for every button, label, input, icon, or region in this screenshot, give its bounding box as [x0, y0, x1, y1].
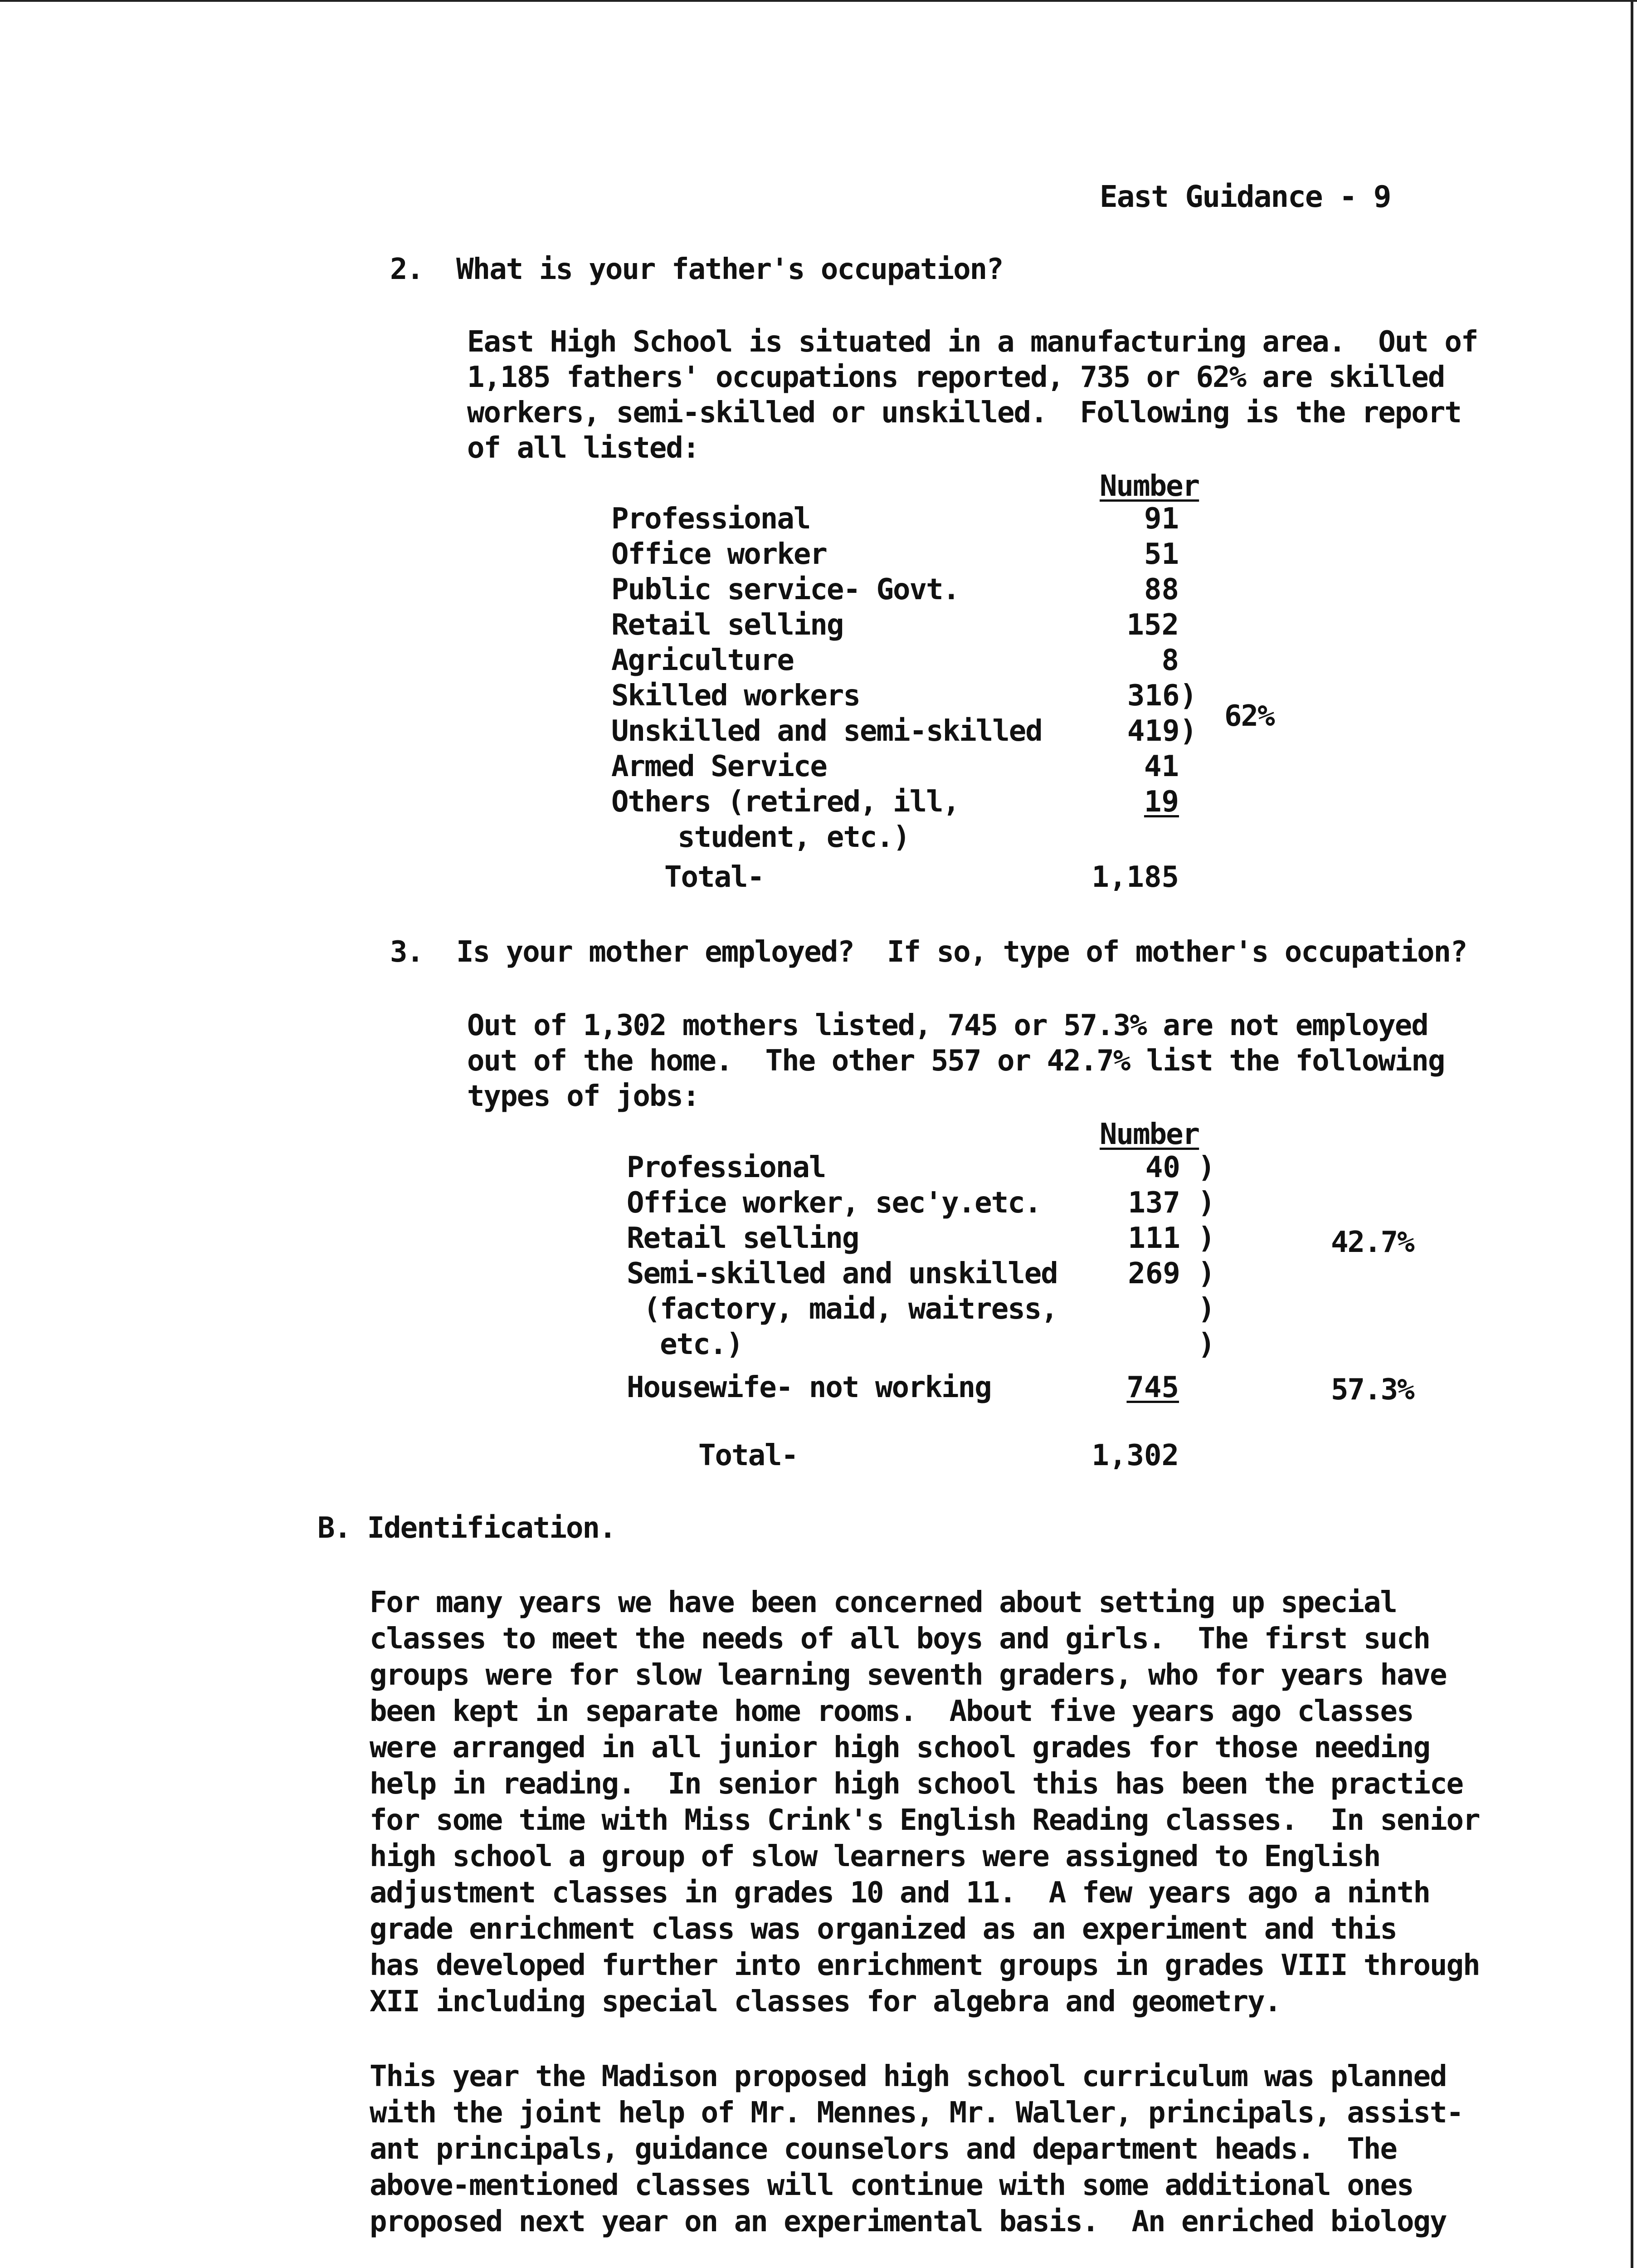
page-right-border: [1631, 0, 1633, 2268]
table-row-value: 111 ): [1128, 1222, 1215, 1255]
q3-number-header: Number: [1100, 1118, 1199, 1151]
table-row-label: Skilled workers: [611, 679, 860, 713]
table-row-value: 152: [1126, 608, 1179, 642]
q2-line: 1,185 fathers' occupations reported, 735 or 62% are skilled: [467, 361, 1445, 394]
q3-housewife-percent: 57.3%: [1331, 1373, 1414, 1407]
table-row-value: 316): [1127, 679, 1197, 713]
paragraph-line: above-mentioned classes will continue with some additional ones: [370, 2169, 1413, 2202]
paragraph-line: This year the Madison proposed high school curriculum was planned: [370, 2060, 1447, 2093]
table-row-label: Semi-skilled and unskilled: [627, 1257, 1057, 1290]
paragraph-line: classes to meet the needs of all boys and girls. The first such: [370, 1622, 1430, 1656]
paragraph-line: adjustment classes in grades 10 and 11. A few years ago a ninth: [370, 1876, 1430, 1910]
question-3: 3. Is your mother employed? If so, type of mother's occupation?: [390, 935, 1467, 969]
q3-working-percent: 42.7%: [1331, 1226, 1414, 1259]
table-row-value: 41: [1144, 750, 1179, 783]
q3-total-label: Total-: [698, 1439, 798, 1472]
table-row-label: Office worker, sec'y.etc.: [627, 1186, 1041, 1220]
paragraph-line: ant principals, guidance counselors and department heads. The: [370, 2132, 1397, 2166]
table-row-value: ): [1198, 1292, 1215, 1326]
paragraph-line: with the joint help of Mr. Mennes, Mr. Waller, principals, assist-: [370, 2096, 1463, 2130]
paragraph-line: groups were for slow learning seventh graders, who for years have: [370, 1658, 1447, 1692]
table-row-label: Retail selling: [611, 608, 843, 642]
q3-line: Out of 1,302 mothers listed, 745 or 57.3% are not employed: [467, 1009, 1428, 1042]
table-row-label: Public service- Govt.: [611, 573, 960, 606]
table-row-value: 745: [1126, 1371, 1179, 1404]
table-row-value: 8: [1161, 644, 1179, 677]
paragraph-line: For many years we have been concerned about setting up special: [370, 1586, 1397, 1619]
table-row-label: student, etc.): [611, 821, 910, 854]
table-row-label: Professional: [627, 1151, 826, 1184]
table-row-label: Agriculture: [611, 644, 794, 677]
q2-bracket-percent: 62%: [1224, 699, 1274, 733]
table-row-label: Others (retired, ill,: [611, 785, 960, 819]
section-b-heading: B. Identification.: [317, 1511, 616, 1545]
paragraph-line: help in reading. In senior high school this has been the practice: [370, 1767, 1463, 1801]
paragraph-line: has developed further into enrichment groups in grades VIII through: [370, 1949, 1480, 1982]
q3-line: types of jobs:: [467, 1080, 699, 1113]
q3-total-value: 1,302: [1091, 1439, 1179, 1472]
paragraph-line: proposed next year on an experimental basis. An enriched biology: [370, 2205, 1447, 2239]
paragraph-line: were arranged in all junior high school grades for those needing: [370, 1731, 1430, 1765]
table-row-value: 137 ): [1128, 1186, 1215, 1220]
table-row-label: Office worker: [611, 538, 827, 571]
q2-total-label: Total-: [664, 860, 764, 894]
paragraph-line: grade enrichment class was organized as an experiment and this: [370, 1912, 1397, 1946]
table-row-value: ): [1198, 1328, 1215, 1361]
paragraph-line: for some time with Miss Crink's English Reading classes. In senior: [370, 1804, 1480, 1837]
q2-line: workers, semi-skilled or unskilled. Following is the report: [467, 396, 1461, 430]
table-row-value: 51: [1144, 538, 1179, 571]
paragraph-line: XII including special classes for algebra and geometry.: [370, 1985, 1281, 2019]
page-top-border: [0, 0, 1637, 2]
table-row-label: Housewife- not working: [627, 1371, 991, 1404]
q2-line: East High School is situated in a manufacturing area. Out of: [467, 325, 1478, 359]
table-row-value: 88: [1144, 573, 1179, 606]
table-row-label: (factory, maid, waitress,: [627, 1292, 1057, 1326]
paragraph-line: high school a group of slow learners were assigned to English: [370, 1840, 1380, 1873]
paragraph-line: been kept in separate home rooms. About five years ago classes: [370, 1695, 1413, 1728]
question-2: 2. What is your father's occupation?: [390, 253, 1003, 286]
table-row-label: Armed Service: [611, 750, 827, 783]
table-row-value: 40 ): [1145, 1151, 1215, 1184]
page-header: East Guidance - 9: [1100, 179, 1391, 214]
table-row-label: etc.): [627, 1328, 743, 1361]
table-row-label: Professional: [611, 502, 810, 536]
q2-line: of all listed:: [467, 431, 699, 465]
q2-number-header: Number: [1100, 469, 1199, 503]
table-row-label: Retail selling: [627, 1222, 859, 1255]
table-row-value: 19: [1144, 785, 1179, 819]
q3-line: out of the home. The other 557 or 42.7% list the following: [467, 1044, 1445, 1078]
table-row-value: 269 ): [1128, 1257, 1215, 1290]
table-row-value: 419): [1127, 714, 1197, 748]
table-row-label: Unskilled and semi-skilled: [611, 714, 1042, 748]
table-row-value: 91: [1144, 502, 1179, 536]
q2-total-value: 1,185: [1091, 860, 1179, 894]
